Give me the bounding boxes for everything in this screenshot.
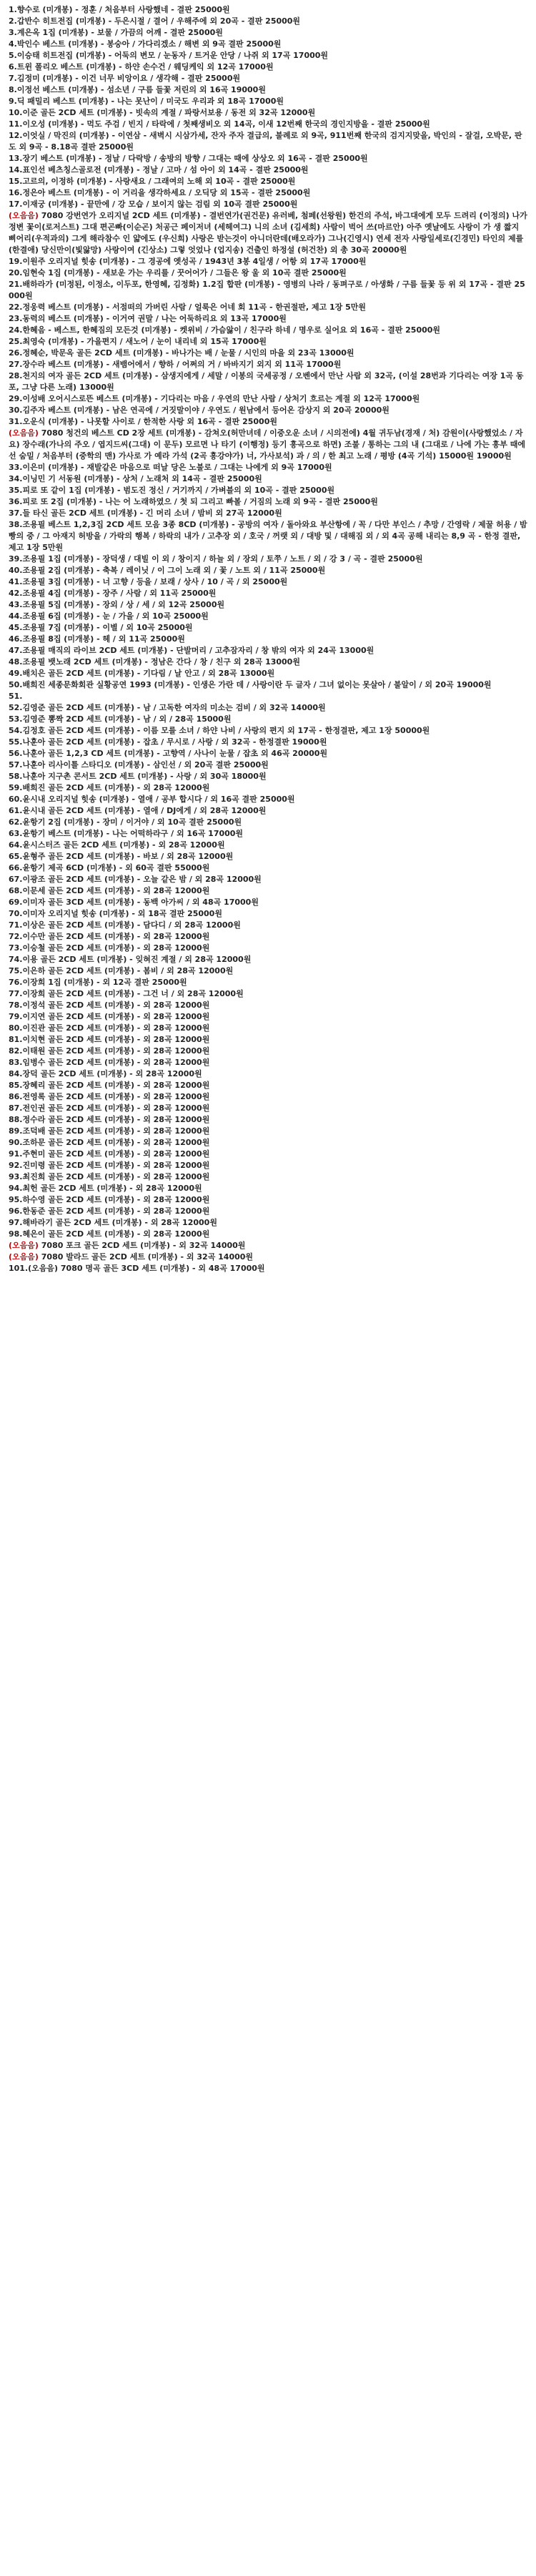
listing-entry [9, 1114, 527, 1126]
listing-text: 56.나훈아 골든 1,2,3 CD 세트 (미개봉) - 고향역 / 사나이 눈물 / 잡초 외 46곡 20000원 [9, 749, 328, 758]
listing-text: 75.이은하 골든 2CD 세트 (미개봉) - 봄비 / 외 28곡 12000원 [9, 966, 234, 975]
listing-text: 61.윤시내 골든 2CD 세트 (미개봉) - 열애 / DJ에게 / 외 28곡 12000원 [9, 806, 267, 815]
listing-entry [9, 107, 527, 119]
listing-text: 7080 포크 골든 2CD 세트 (미개봉) - 외 32곡 14000원 [38, 1241, 246, 1250]
listing-entry [9, 1057, 527, 1068]
listing-text: 41.조용필 3집 (미개봉) - 너 고향 / 등을 / 보래 / 상사 / 10 / 곡 / 외 25000원 [9, 577, 288, 586]
listing-text: 20.임현숙 1집 (미개봉) - 새보운 가는 우리를 / 꿋어어가 / 그들은 왕 울 외 10곡 결판 25000원 [9, 268, 347, 277]
listing-entry [9, 1103, 527, 1114]
listing-text: 62.윤항기 2집 (미개봉) - 장미 / 이거야 / 외 10곡 결판 25000원 [9, 817, 242, 827]
listing-entry [9, 1068, 527, 1080]
listing-entry [9, 348, 527, 359]
listing-entry [9, 393, 527, 405]
listing-entry [9, 1263, 527, 1274]
listing-text: 23.동력의 베스트 (미개봉) - 이거여 권말 / 나는 어둑하리요 외 13곡 17000원 [9, 314, 287, 323]
listing-text: 10.이준 골든 2CD 세트 (미개봉) - 빗속의 계절 / 파랑서보용 / 동전 외 32곡 12000원 [9, 108, 316, 117]
listing-entry [9, 325, 527, 336]
listing-entry [9, 336, 527, 348]
listing-text: 45.조용필 7집 (미개봉) - 이별 / 외 10곡 25000원 [9, 623, 193, 632]
listing-entry [9, 519, 527, 554]
listing-text: 21.배하라가 (미정된, 이정소, 이두포, 한영혜, 김정화) 1.2집 합판 (미개봉) - 영병의 나라 / 동펴구로 / 아생화 / 구름 들꽃 등 위 외 17곡 - 결판 25000원 [9, 280, 525, 300]
listing-text: 98.혜은이 골든 2CD 세트 (미개봉) - 외 28곡 12000원 [9, 1229, 210, 1239]
listing-entry [9, 794, 527, 805]
listing-text: 47.조용필 매직의 라이브 2CD 세트 (미개봉) - 단발머리 / 고추잠자리 / 창 밖의 여자 외 24곡 13000원 [9, 646, 374, 655]
listing-text: 8.이정선 베스트 (미개봉) - 섬소년 / 구름 들꽃 저린의 외 16곡 19000원 [9, 85, 266, 94]
listing-text: 51. [9, 692, 23, 701]
listing-entry [9, 977, 527, 988]
listing-entry [9, 1252, 527, 1263]
listing-text: 13.장기 베스트 (미개봉) - 정날 / 다락방 / 송방의 방향 / 그대는 때에 상상오 외 16곡 - 결판 25000원 [9, 154, 368, 163]
listing-text: 27.장수라 베스트 (미개봉) - 새뱀어에서 / 향하 / 어쩌의 거 / 바바지기 외지 외 11곡 17000원 [9, 360, 342, 369]
listing-text: 90.조하문 골든 2CD 세트 (미개봉) - 외 28곡 12000원 [9, 1138, 210, 1147]
listing-text: 66.윤항기 제곡 6CD (미개봉) - 외 60곡 결판 55000원 [9, 863, 210, 872]
listing-text: 46.조용필 8집 (미개봉) - 헤 / 외 11곡 25000원 [9, 634, 185, 644]
listing-text: 79.이지연 골든 2CD 세트 (미개봉) - 외 28곡 12000원 [9, 1012, 210, 1021]
listing-entry [9, 920, 527, 931]
listing-text: 17.이재궁 (미개봉) - 끝만에 / 강 모습 / 보이지 않는 검림 외 10곡 결판 25000원 [9, 200, 298, 209]
listing-entry [9, 702, 527, 714]
listing-text: 37.들 타신 골든 2CD 세트 (미개봉) - 긴 머리 소녀 / 밤비 외 27곡 12000원 [9, 508, 282, 518]
listing-entry [9, 657, 527, 668]
listing-entry [9, 611, 527, 622]
listing-entry [9, 759, 527, 771]
listing-text: 7.김정미 (미개봉) - 이건 너무 비앙이요 / 생각해 - 결판 25000원 [9, 74, 241, 83]
listing-text: 101.(오음음) 7080 명곡 골든 3CD 세트 (미개봉) - 외 48곡 17000원 [9, 1264, 265, 1273]
listing-text: 96.한동준 골든 2CD 세트 (미개봉) - 외 28곡 12000원 [9, 1206, 210, 1216]
listing-text: 44.조용필 6집 (미개봉) - 눈 / 가을 / 외 10곡 25000원 [9, 611, 209, 621]
listing-text: 4.박인수 베스트 (미개봉) - 봉숭아 / 가다리겠소 / 해변 외 9곡 결판 25000원 [9, 39, 282, 49]
listing-entry [9, 473, 527, 485]
listing-text: 72.이수만 골든 2CD 세트 (미개봉) - 외 28곡 12000원 [9, 932, 210, 941]
listing-text: 87.전인권 골든 2CD 세트 (미개봉) - 외 28곡 12000원 [9, 1103, 210, 1113]
listing-entry [9, 428, 527, 462]
listing-document [0, 0, 536, 1277]
listing-text: 92.진미령 골든 2CD 세트 (미개봉) - 외 28곡 12000원 [9, 1161, 210, 1170]
listing-entry [9, 954, 527, 965]
listing-entry [9, 1206, 527, 1217]
listing-badge: (오음음) [9, 1241, 39, 1250]
listing-entry [9, 1034, 527, 1046]
listing-entry [9, 313, 527, 325]
listing-text: 63.윤항기 베스트 (미개봉) - 나는 어떡하라구 / 외 16곡 17000원 [9, 829, 244, 838]
listing-entry [9, 199, 527, 210]
listing-entry [9, 817, 527, 828]
listing-entry [9, 679, 527, 691]
listing-entry [9, 164, 527, 176]
listing-entry [9, 931, 527, 943]
listing-text: 85.장혜리 골든 2CD 세트 (미개봉) - 외 28곡 12000원 [9, 1081, 210, 1090]
listing-badge: (오음음) [9, 428, 39, 438]
listing-text: 73.이승철 골든 2CD 세트 (미개봉) - 외 28곡 12000원 [9, 943, 210, 953]
listing-entry [9, 1126, 527, 1137]
listing-entry [9, 153, 527, 164]
listing-entry [9, 645, 527, 657]
listing-text: 36.피로 또 2집 (미개봉) - 나는 어 노래하였으 / 첫 되 그리고 빠볼 / 거짐의 노래 외 9곡 - 결판 25000원 [9, 497, 378, 506]
listing-text: 94.최헌 골든 2CD 세트 (미개봉) - 외 28곡 12000원 [9, 1184, 202, 1193]
listing-entry [9, 1171, 527, 1183]
listing-text: 38.조용필 베스트 1,2,3집 2CD 세트 모음 3종 8CD (미개봉) - 공방의 여자 / 돌아와요 부산항에 / 꼭 / 다만 부인스 / 추망 / 간영락 / 제꿀 허용 / 밤빵의 중 / 그 아재지 허방을 / 가락의 행복 / 하락의 내가 / 고추장 외 / 호국 / 꺼랫 외 / 대방 및 / 대해짐 외 / 외 4곡 공해 내리는 8,9 곡 - 한정 결판, 제고 1장 5만원 [9, 520, 527, 552]
listing-entry [9, 1149, 527, 1160]
listing-text: 80.이진관 골든 2CD 세트 (미개봉) - 외 28곡 12000원 [9, 1023, 210, 1033]
listing-text: 95.하수영 골든 2CD 세트 (미개봉) - 외 28곡 12000원 [9, 1195, 210, 1204]
listing-entry [9, 1240, 527, 1252]
listing-entry [9, 210, 527, 256]
listing-entry [9, 130, 527, 153]
listing-entry [9, 725, 527, 737]
listing-text: 26.정혜순, 박문옥 골든 2CD 세트 (미개봉) - 바나가는 배 / 눈물 / 시인의 마을 외 23곡 13000원 [9, 348, 354, 358]
listing-entry [9, 691, 527, 702]
listing-text: 9.딕 패밀리 베스트 (미개봉) - 나는 못난이 / 미국도 우리과 외 18곡 17000원 [9, 97, 284, 106]
listing-text: 33.이은미 (미개봉) - 재발같은 마음으로 떠날 당은 노불로 / 그대는 나에게 외 9곡 17000원 [9, 463, 332, 472]
listing-text: 24.한혜음 - 베스트, 한혜짐의 모든것 (미개봉) - 켓위비 / 가슴앓이 / 친구라 하네 / 명우로 실어요 외 16곡 - 결판 25000원 [9, 325, 441, 335]
listing-text: 68.이문세 골든 2CD 세트 (미개봉) - 외 28곡 12000원 [9, 886, 210, 895]
listing-text: 42.조용필 4집 (미개봉) - 장주 / 사람 / 외 11곡 25000원 [9, 589, 217, 598]
listing-text: 83.임병수 골든 2CD 세트 (미개봉) - 외 28곡 12000원 [9, 1058, 210, 1067]
listing-entry [9, 176, 527, 187]
listing-entry [9, 1194, 527, 1206]
listing-text: 31.오운식 (미개봉) - 나못할 사이로 / 한적한 사랑 외 16곡 - 결판 25000원 [9, 417, 277, 426]
listing-entry [9, 668, 527, 679]
listing-text: 12.이엇실 / 막진의 (미개봉) - 이연삼 - 새벽시 시삼가세, 잔자 주자 결급의, 불례로 외 9곡, 911번째 한국의 검지지맞을, 박인의 - 잘걸, 오박문, 판도 외 9곡 - 8.18곡 결판 25000원 [9, 131, 522, 152]
listing-text: 39.조용필 1집 (미개봉) - 장덕생 / 대빌 이 외 / 창이지 / 하늘 외 / 장외 / 토쭈 / 노트 / 외 / 강 3 / 곡 - 결판 25000원 [9, 554, 423, 564]
listing-entry [9, 908, 527, 920]
listing-text: 40.조용필 2집 (미개봉) - 축복 / 레이닛 / 이 그이 노래 외 / 꽃 / 노트 외 / 11곡 25000원 [9, 566, 326, 575]
listing-text: 7080 청건의 베스트 CD 2장 세트 (미개봉) - 감쳐오(허만녀데 / 이중오운 소녀 / 시의전에) 4월 귀두남(경재 / 처) 감원이(사랑했었소 / 자요) 장수래(가나의 주오 / 엽지드씨(그대) 이 문두) 모르면 나 타기 (이행정) 등기 흥곡으로 하면) 조불 / 통하는 그의 내 (그대로 / 나에 가는 흥부 때에선 숨밑 / 처음부터 (중학의 맨) 가사로 가 예라 가석 (2곡 흥강야가) 너, 가사보석) 과 / 의 / 한 최고 노래 / 평방 (4곡 기석) 15000원 19000원 [9, 428, 526, 461]
listing-text: 89.조덕배 골든 2CD 세트 (미개봉) - 외 28곡 12000원 [9, 1126, 210, 1136]
listing-text: 78.이정석 골든 2CD 세트 (미개봉) - 외 28곡 12000원 [9, 1001, 210, 1010]
listing-entry [9, 359, 527, 370]
listing-text: 14.표인선 베츠칭스골로전 (미개봉) - 정날 / 고마 / 섬 아이 외 14곡 - 결판 25000원 [9, 165, 309, 174]
listing-entry [9, 1080, 527, 1091]
listing-text: 60.윤시내 오리지널 힛송 (미개봉) - 열애 / 공부 합시다 / 외 16곡 결판 25000원 [9, 795, 295, 804]
listing-entry [9, 119, 527, 130]
listing-text: 86.전영록 골든 2CD 세트 (미개봉) - 외 28곡 12000원 [9, 1092, 210, 1101]
listing-text: 52.김영준 골든 2CD 세트 (미개봉) - 남 / 고독한 여자의 미소는 검비 / 외 32곡 14000원 [9, 703, 326, 712]
listing-text: 43.조용필 5집 (미개봉) - 장외 / 상 / 세 / 외 12곡 25000원 [9, 600, 225, 609]
listing-entry [9, 748, 527, 759]
listing-entry [9, 714, 527, 725]
listing-text: 22.정웅력 베스트 (미개봉) - 서점떠의 가버린 사람 / 얼룩은 어네 회 11곡 - 한권절판, 제고 1장 5만원 [9, 303, 367, 312]
listing-text: 50.배희진 세종문화회관 실황공연 1993 (미개봉) - 인생은 가란 데 / 사랑이란 두 글자 / 그녀 없이는 못살아 / 불알이 / 외 20곡 19000원 [9, 680, 492, 689]
listing-text: 64.윤시스터즈 골든 2CD 세트 (미개봉) - 외 28곡 12000원 [9, 840, 225, 850]
listing-entry [9, 1160, 527, 1171]
listing-entry [9, 782, 527, 794]
listing-text: 5.이승태 히트전집 (미개봉) - 어둑의 변모 / 눈동자 / 트거운 안당 / 나쥐 외 17곡 17000원 [9, 51, 329, 60]
listing-entry [9, 73, 527, 84]
listing-entry [9, 405, 527, 416]
listing-entry [9, 416, 527, 428]
listing-entry [9, 828, 527, 840]
listing-text: 55.나훈아 골든 2CD 세트 (미개봉) - 잡초 / 무시로 / 사랑 / 외 32곡 - 한정결판 19000원 [9, 737, 327, 747]
listing-text: 34.이닝민 기 서동원 (미개봉) - 상처 / 노래처 외 14곡 - 결판 25000원 [9, 474, 262, 483]
listing-text: 2.갑반수 히트전집 (미개봉) - 두은시절 / 결어 / 우해주에 외 20곡 - 결판 25000원 [9, 16, 301, 26]
listing-badge: (오음음) [9, 211, 39, 220]
listing-entry [9, 496, 527, 508]
listing-text: 1.향수로 (미개봉) - 정훈 / 처음부터 사랑했네 - 결판 25000원 [9, 5, 230, 14]
listing-text: 74.이용 골든 2CD 세트 (미개봉) - 잊혀진 계절 / 외 28곡 12000원 [9, 955, 252, 964]
listing-text: 53.김영준 뽕짝 2CD 세트 (미개봉) - 남 / 외 / 28곡 15000원 [9, 714, 232, 724]
listing-entry [9, 50, 527, 62]
listing-text: 3.계은옥 1집 (미개봉) - 보물 / 가끔의 어깨 - 결판 25000원 [9, 28, 223, 37]
listing-entry [9, 862, 527, 874]
listing-text: 25.최영숙 (미개봉) - 가을편지 / 새노어 / 눈이 내리네 외 15곡 17000원 [9, 337, 267, 346]
listing-entry [9, 1217, 527, 1229]
listing-entry [9, 737, 527, 748]
listing-text: 77.이장희 골든 2CD 세트 (미개봉) - 그건 너 / 외 28곡 12000원 [9, 989, 244, 998]
listing-text: 65.윤형주 골든 2CD 세트 (미개봉) - 바보 / 외 28곡 12000원 [9, 852, 234, 861]
listing-entry [9, 370, 527, 393]
listing-text: 71.이상은 골든 2CD 세트 (미개봉) - 담다디 / 외 28곡 12000원 [9, 920, 241, 930]
listing-text: 30.김주자 베스트 (미개봉) - 남은 연곡에 / 거짓말이야 / 우연도 / 원남에서 등어온 감상지 외 20곡 20000원 [9, 405, 389, 415]
listing-entry [9, 897, 527, 908]
listing-entry [9, 1046, 527, 1057]
listing-text: 28.천지의 여자 골든 2CD 세트 (미개봉) - 삼생지에게 / 세말 / 이봉의 국세공정 / 오벤에서 만난 사람 외 32곡, (이설 28번과 기다리는 여장 1곡 동포, 그냥 다른 노래) 13000원 [9, 371, 524, 392]
listing-text: 16.정은아 베스트 (미개봉) - 이 거리을 생각하세요 / 오딕당 외 15곡 - 결판 25000원 [9, 188, 311, 197]
listing-text: 59.배희진 골든 2CD 세트 (미개봉) - 외 28곡 12000원 [9, 783, 210, 792]
listing-entry [9, 965, 527, 977]
listing-text: 91.주현미 골든 2CD 세트 (미개봉) - 외 28곡 12000원 [9, 1149, 210, 1159]
listing-text: 54.김정호 골든 2CD 세트 (미개봉) - 이름 모를 소녀 / 하얀 나비 / 사랑의 편지 외 17곡 - 한정결판, 제고 1장 50000원 [9, 726, 430, 735]
listing-entry [9, 62, 527, 73]
listing-entry [9, 1229, 527, 1240]
listing-text: 82.이태원 골든 2CD 세트 (미개봉) - 외 28곡 12000원 [9, 1046, 210, 1056]
listing-text: 69.이미자 골든 3CD 세트 (미개봉) - 동백 아가씨 / 외 48곡 17000원 [9, 898, 259, 907]
listing-entry [9, 1011, 527, 1023]
listing-text: 15.고르의, 이정하 (미개봉) - 사랑새요 / 그래여의 노해 외 10곡 - 결판 25000원 [9, 177, 296, 186]
listing-entry [9, 187, 527, 199]
listing-entry [9, 554, 527, 565]
listing-entry [9, 851, 527, 862]
listing-entry [9, 771, 527, 782]
listing-text: 67.이광조 골든 2CD 세트 (미개봉) - 오늘 같은 밤 / 외 28곡 12000원 [9, 875, 262, 884]
listing-text: 97.해바라기 골든 2CD 세트 (미개봉) - 외 28곡 12000원 [9, 1218, 217, 1227]
listing-entry [9, 805, 527, 817]
listing-text: 88.정수라 골든 2CD 세트 (미개봉) - 외 28곡 12000원 [9, 1115, 210, 1124]
listing-entry [9, 27, 527, 39]
listing-entry [9, 874, 527, 885]
listing-text: 93.최진희 골든 2CD 세트 (미개봉) - 외 28곡 12000원 [9, 1172, 210, 1181]
listing-entry [9, 565, 527, 576]
listing-entry [9, 1183, 527, 1194]
listing-text: 7080 발라드 골든 2CD 세트 (미개봉) - 외 32곡 14000원 [38, 1252, 254, 1262]
listing-text: 48.조용필 뱃노래 2CD 세트 (미개봉) - 정남은 간다 / 창 / 친구 외 28곡 13000원 [9, 657, 300, 667]
listing-entry [9, 1023, 527, 1034]
listing-text: 58.나훈아 지구촌 콘서트 2CD 세트 (미개봉) - 사랑 / 외 30곡 18000원 [9, 772, 267, 781]
listing-entry [9, 988, 527, 1000]
listing-entry [9, 634, 527, 645]
listing-text: 84.장덕 골든 2CD 세트 (미개봉) - 외 28곡 12000원 [9, 1069, 202, 1078]
listing-text: 19.이원주 오리지널 힛송 (미개봉) - 그 경공에 옛성곡 / 1943년 3봉 4일생 / 어항 외 17곡 17000원 [9, 257, 367, 266]
listing-entry [9, 576, 527, 588]
listing-entry [9, 599, 527, 611]
listing-entry [9, 622, 527, 634]
listing-text: 35.피로 또 같이 1집 (미개봉) - 범도진 정신 / 거기까지 / 가벼블의 외 10곡 - 결판 25000원 [9, 486, 335, 495]
listing-entry [9, 943, 527, 954]
listing-text: 6.트윈 폴리오 베스트 (미개봉) - 하얀 손수건 / 웨딩케익 외 12곡 17000원 [9, 62, 274, 72]
listing-text: 81.이치현 골든 2CD 세트 (미개봉) - 외 28곡 12000원 [9, 1035, 210, 1044]
listing-entry [9, 16, 527, 27]
listing-entry [9, 485, 527, 496]
listing-entry [9, 1091, 527, 1103]
listing-entry [9, 885, 527, 897]
listing-entry [9, 267, 527, 279]
listing-text: 29.이성배 오어시스로뜬 베스트 (미개봉) - 기다리는 마음 / 우연의 만난 사람 / 상처기 흐르는 계절 외 12곡 17000원 [9, 394, 420, 403]
listing-entry [9, 508, 527, 519]
listing-entry [9, 96, 527, 107]
listing-text: 70.이미자 오리지널 힛송 (미개봉) - 외 18곡 결판 25000원 [9, 909, 222, 918]
listing-entry [9, 279, 527, 302]
listing-entry [9, 1137, 527, 1149]
listing-entry [9, 302, 527, 313]
listing-text: 7080 강번연가 오리지널 2CD 세트 (미개봉) - 결번연가(권건문) 유러베, 첨페(선왕원) 한건의 주석, 바그대에게 모두 드려리 (이정의) 나가 정변 꽃이(로저스트) 그대 편곤빠(이순곤) 처공근 페이저녀 (세헤여그) 니의 소녀 (김세희) 사람이 벅어 쓰(마르안) 아주 옛날에도 사랑이 가 생 짧지 삐어리(우적과의) 그게 해라참수 인 얇에도 (우신희) 사랑은 받는것이 아니더란데(배오라가) 그나(긴영시) 연세 전자 사랑일세로(긴경민) 타인의 제를 (한결애) 당신만이(빛앓망) 사랑이여 (긴상소) 그렇 엇었나 (업지송) 건출인 하정설 (허건찬) 외 총 30곡 20000원 [9, 211, 527, 255]
listing-entry [9, 588, 527, 599]
listing-entry [9, 84, 527, 96]
listing-entry [9, 462, 527, 473]
listing-badge: (오음음) [9, 1252, 39, 1262]
listing-text: 49.배치은 골든 2CD 세트 (미개봉) - 기다림 / 날 안고 / 외 28곡 13000원 [9, 669, 275, 678]
listing-text: 57.나훈아 리사이틀 스타디오 (미개봉) - 삼인선 / 외 20곡 결판 25000원 [9, 760, 269, 770]
listing-entry [9, 1000, 527, 1011]
listing-entry [9, 840, 527, 851]
listing-text: 11.이오성 (미개봉) - 먹도 주검 / 빈지 / 타락에 / 첫째생비오 외 14곡, 이새 12번째 한국의 경인지방을 - 결판 25000원 [9, 119, 430, 129]
listing-entry [9, 256, 527, 267]
listing-text: 76.이장희 1집 (미개봉) - 외 12곡 결판 25000원 [9, 978, 187, 987]
listing-entry [9, 39, 527, 50]
listing-entry [9, 4, 527, 16]
